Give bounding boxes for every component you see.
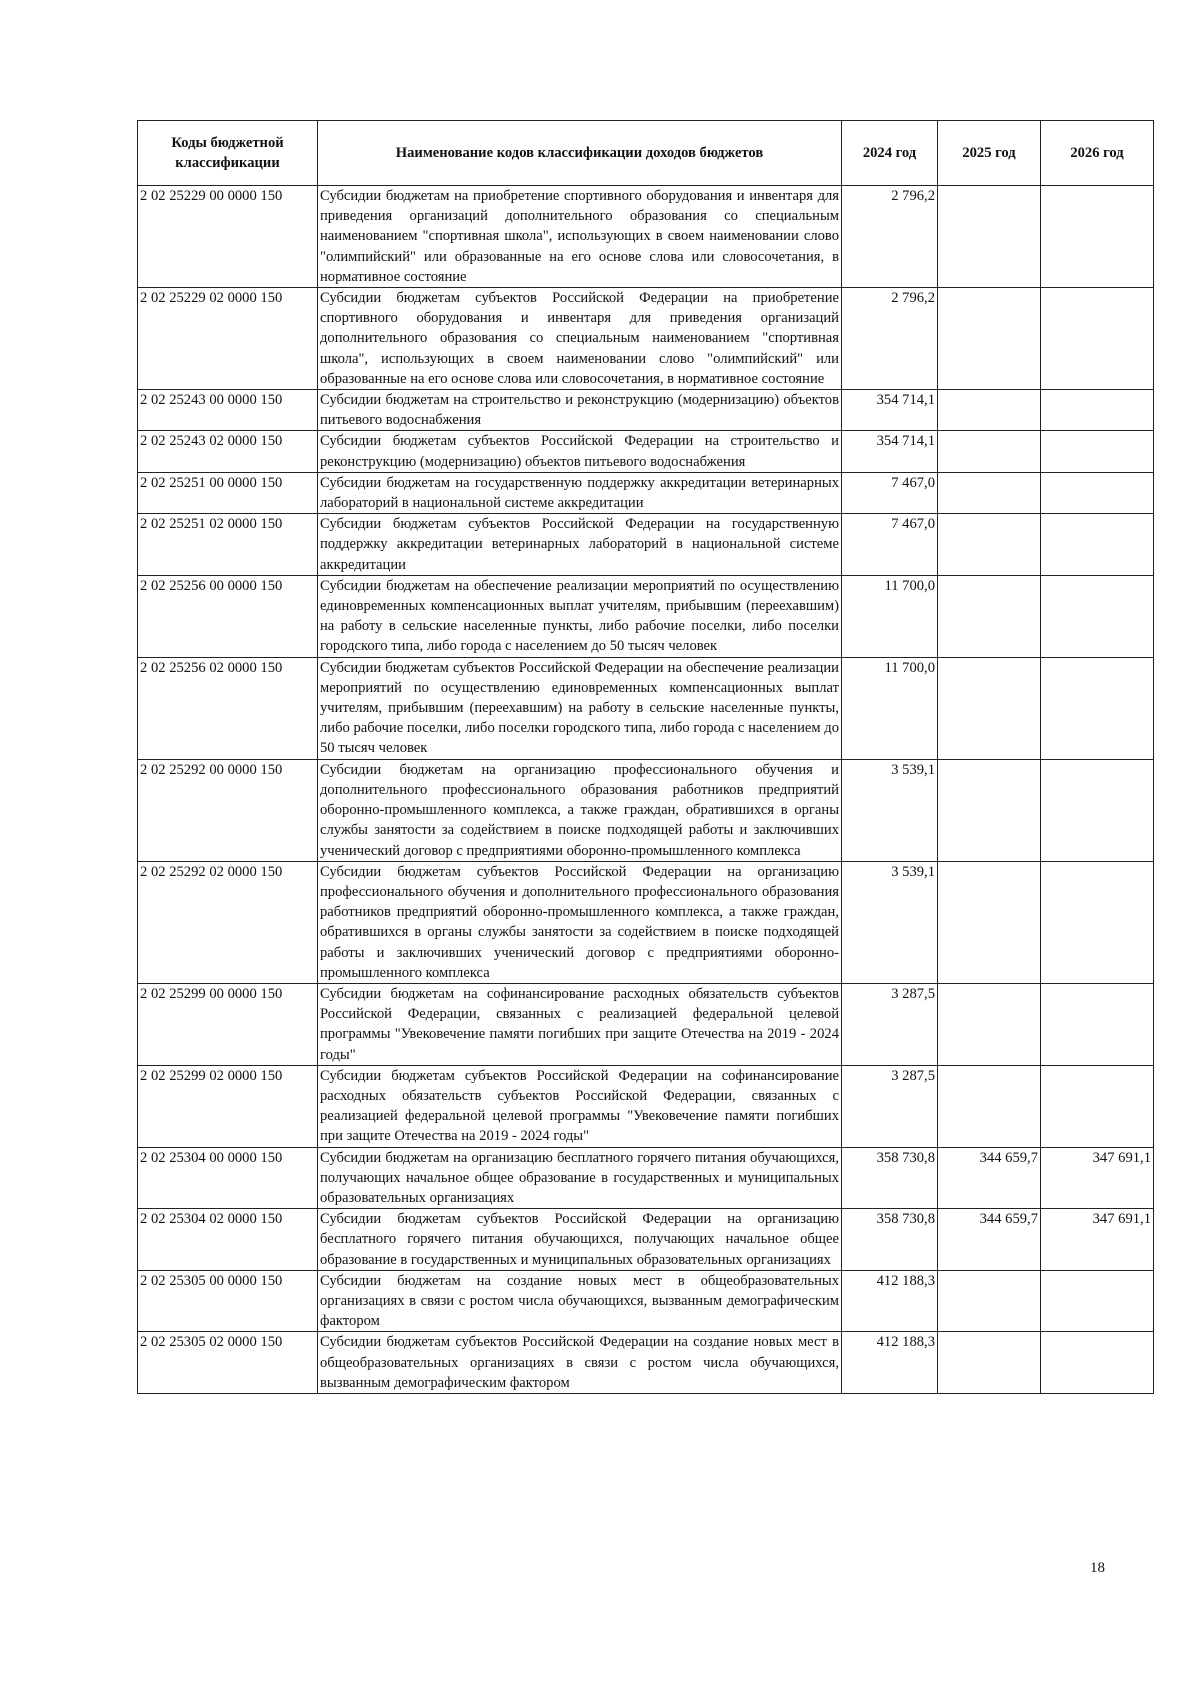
amount-2026-cell xyxy=(1041,514,1154,576)
amount-2024-cell: 7 467,0 xyxy=(842,472,938,513)
budget-code-cell: 2 02 25304 02 0000 150 xyxy=(138,1209,318,1271)
amount-2026-cell xyxy=(1041,1270,1154,1332)
income-name-cell: Субсидии бюджетам субъектов Российской Федерации на софинансирование расходных обязательств субъектов Российской Федерации, связанных с реализацией федеральной целевой программы "Увековечение памяти погибших при защите Отечества на 2019 - 2024 годы" xyxy=(318,1065,842,1147)
amount-2024-cell: 3 539,1 xyxy=(842,861,938,983)
amount-2024-cell: 7 467,0 xyxy=(842,514,938,576)
amount-2024-cell: 3 287,5 xyxy=(842,1065,938,1147)
amount-2025-cell xyxy=(938,288,1041,390)
budget-code-cell: 2 02 25292 02 0000 150 xyxy=(138,861,318,983)
amount-2025-cell xyxy=(938,575,1041,657)
income-name-cell: Субсидии бюджетам на организацию бесплатного горячего питания обучающихся, получающих начальное общее образование в государственных и муниципальных образовательных организациях xyxy=(318,1147,842,1209)
income-name-cell: Субсидии бюджетам субъектов Российской Федерации на создание новых мест в общеобразовательных организациях в связи с ростом числа обучающихся, вызванным демографическим фактором xyxy=(318,1332,842,1394)
amount-2026-cell xyxy=(1041,861,1154,983)
budget-code-cell: 2 02 25305 02 0000 150 xyxy=(138,1332,318,1394)
amount-2025-cell xyxy=(938,861,1041,983)
table-row xyxy=(138,288,1154,390)
amount-2026-cell xyxy=(1041,472,1154,513)
amount-2024-cell: 412 188,3 xyxy=(842,1270,938,1332)
budget-code-cell: 2 02 25229 02 0000 150 xyxy=(138,288,318,390)
table-row xyxy=(138,657,1154,759)
amount-2025-cell xyxy=(938,983,1041,1065)
table-row xyxy=(138,759,1154,861)
amount-2024-cell: 3 287,5 xyxy=(842,983,938,1065)
table-row xyxy=(138,1065,1154,1147)
budget-code-cell: 2 02 25229 00 0000 150 xyxy=(138,186,318,288)
amount-2026-cell xyxy=(1041,759,1154,861)
budget-classification-table xyxy=(137,120,1154,1394)
amount-2025-cell xyxy=(938,657,1041,759)
income-name-cell: Субсидии бюджетам на строительство и реконструкцию (модернизацию) объектов питьевого водоснабжения xyxy=(318,390,842,431)
amount-2024-cell: 358 730,8 xyxy=(842,1147,938,1209)
amount-2026-cell xyxy=(1041,657,1154,759)
budget-code-cell: 2 02 25299 00 0000 150 xyxy=(138,983,318,1065)
header-year-2024: 2024 год xyxy=(842,121,938,186)
income-name-cell: Субсидии бюджетам на обеспечение реализации мероприятий по осуществлению единовременных компенсационных выплат учителям, прибывшим (переехавшим) на работу в сельские населенные пункты, либо рабочие поселки, либо поселки городского типа, либо города с населением до 50 тысяч человек xyxy=(318,575,842,657)
amount-2024-cell: 354 714,1 xyxy=(842,431,938,472)
amount-2026-cell: 347 691,1 xyxy=(1041,1209,1154,1271)
amount-2024-cell: 2 796,2 xyxy=(842,186,938,288)
amount-2024-cell: 354 714,1 xyxy=(842,390,938,431)
income-name-cell: Субсидии бюджетам субъектов Российской Федерации на приобретение спортивного оборудования и инвентаря для приведения организаций дополнительного образования со специальным наименованием "спортивная школа", использующих в своем наименовании слово "олимпийский" или образованные на его основе слова или словосочетания, в нормативное состояние xyxy=(318,288,842,390)
table-row xyxy=(138,1147,1154,1209)
amount-2024-cell: 2 796,2 xyxy=(842,288,938,390)
table-row xyxy=(138,983,1154,1065)
income-name-cell: Субсидии бюджетам субъектов Российской Федерации на строительство и реконструкцию (модернизацию) объектов питьевого водоснабжения xyxy=(318,431,842,472)
budget-code-cell: 2 02 25243 02 0000 150 xyxy=(138,431,318,472)
amount-2026-cell xyxy=(1041,390,1154,431)
table-row xyxy=(138,431,1154,472)
amount-2024-cell: 11 700,0 xyxy=(842,575,938,657)
amount-2026-cell xyxy=(1041,1065,1154,1147)
amount-2026-cell xyxy=(1041,288,1154,390)
income-name-cell: Субсидии бюджетам субъектов Российской Федерации на организацию бесплатного горячего питания обучающихся, получающих начальное общее образование в государственных и муниципальных образовательных организациях xyxy=(318,1209,842,1271)
income-name-cell: Субсидии бюджетам на софинансирование расходных обязательств субъектов Российской Федерации, связанных с реализацией федеральной целевой программы "Увековечение памяти погибших при защите Отечества на 2019 - 2024 годы" xyxy=(318,983,842,1065)
amount-2025-cell xyxy=(938,1332,1041,1394)
table-row xyxy=(138,186,1154,288)
table-row xyxy=(138,1332,1154,1394)
amount-2025-cell xyxy=(938,1270,1041,1332)
income-name-cell: Субсидии бюджетам субъектов Российской Федерации на обеспечение реализации мероприятий по осуществлению единовременных компенсационных выплат учителям, прибывшим (переехавшим) на работу в сельские населенные пункты, либо рабочие поселки, либо поселки городского типа, либо города с населением до 50 тысяч человек xyxy=(318,657,842,759)
amount-2025-cell xyxy=(938,514,1041,576)
amount-2025-cell xyxy=(938,759,1041,861)
budget-code-cell: 2 02 25256 02 0000 150 xyxy=(138,657,318,759)
budget-code-cell: 2 02 25292 00 0000 150 xyxy=(138,759,318,861)
income-name-cell: Субсидии бюджетам субъектов Российской Федерации на государственную поддержку аккредитации ветеринарных лабораторий в национальной системе аккредитации xyxy=(318,514,842,576)
amount-2025-cell: 344 659,7 xyxy=(938,1147,1041,1209)
table-row xyxy=(138,1209,1154,1271)
header-codes: Коды бюджетной классификации xyxy=(138,121,318,186)
budget-code-cell: 2 02 25305 00 0000 150 xyxy=(138,1270,318,1332)
income-name-cell: Субсидии бюджетам субъектов Российской Федерации на организацию профессионального обучения и дополнительного профессионального образования работников предприятий оборонно-промышленного комплекса, а также граждан, обратившихся в органы службы занятости за содействием в поиске подходящей работы и заключивших ученический договор с предприятиями оборонно-промышленного комплекса xyxy=(318,861,842,983)
amount-2025-cell xyxy=(938,431,1041,472)
budget-code-cell: 2 02 25243 00 0000 150 xyxy=(138,390,318,431)
budget-code-cell: 2 02 25251 02 0000 150 xyxy=(138,514,318,576)
amount-2026-cell xyxy=(1041,186,1154,288)
income-name-cell: Субсидии бюджетам на создание новых мест в общеобразовательных организациях в связи с ростом числа обучающихся, вызванным демографическим фактором xyxy=(318,1270,842,1332)
table-header-row xyxy=(138,121,1154,186)
header-year-2025: 2025 год xyxy=(938,121,1041,186)
table-row xyxy=(138,514,1154,576)
amount-2026-cell xyxy=(1041,431,1154,472)
amount-2025-cell xyxy=(938,472,1041,513)
budget-code-cell: 2 02 25256 00 0000 150 xyxy=(138,575,318,657)
table-body xyxy=(138,186,1154,1394)
header-year-2026: 2026 год xyxy=(1041,121,1154,186)
income-name-cell: Субсидии бюджетам на государственную поддержку аккредитации ветеринарных лабораторий в национальной системе аккредитации xyxy=(318,472,842,513)
table-row xyxy=(138,390,1154,431)
amount-2025-cell xyxy=(938,186,1041,288)
income-name-cell: Субсидии бюджетам на организацию профессионального обучения и дополнительного профессионального образования работников предприятий оборонно-промышленного комплекса, а также граждан, обратившихся в органы службы занятости за содействием в поиске подходящей работы и заключивших ученический договор с предприятиями оборонно-промышленного комплекса xyxy=(318,759,842,861)
amount-2025-cell xyxy=(938,1065,1041,1147)
amount-2025-cell xyxy=(938,390,1041,431)
table-row xyxy=(138,861,1154,983)
amount-2024-cell: 358 730,8 xyxy=(842,1209,938,1271)
amount-2024-cell: 412 188,3 xyxy=(842,1332,938,1394)
amount-2025-cell: 344 659,7 xyxy=(938,1209,1041,1271)
amount-2026-cell: 347 691,1 xyxy=(1041,1147,1154,1209)
budget-code-cell: 2 02 25304 00 0000 150 xyxy=(138,1147,318,1209)
amount-2026-cell xyxy=(1041,1332,1154,1394)
amount-2024-cell: 11 700,0 xyxy=(842,657,938,759)
amount-2026-cell xyxy=(1041,575,1154,657)
budget-code-cell: 2 02 25251 00 0000 150 xyxy=(138,472,318,513)
page-number: 18 xyxy=(1090,1560,1105,1576)
income-name-cell: Субсидии бюджетам на приобретение спортивного оборудования и инвентаря для приведения организаций дополнительного образования со специальным наименованием "спортивная школа", использующих в своем наименовании слово "олимпийский" или образованные на его основе слова или словосочетания, в нормативное состояние xyxy=(318,186,842,288)
table-row xyxy=(138,472,1154,513)
table-row xyxy=(138,1270,1154,1332)
table-row xyxy=(138,575,1154,657)
header-name: Наименование кодов классификации доходов бюджетов xyxy=(318,121,842,186)
amount-2024-cell: 3 539,1 xyxy=(842,759,938,861)
amount-2026-cell xyxy=(1041,983,1154,1065)
budget-code-cell: 2 02 25299 02 0000 150 xyxy=(138,1065,318,1147)
